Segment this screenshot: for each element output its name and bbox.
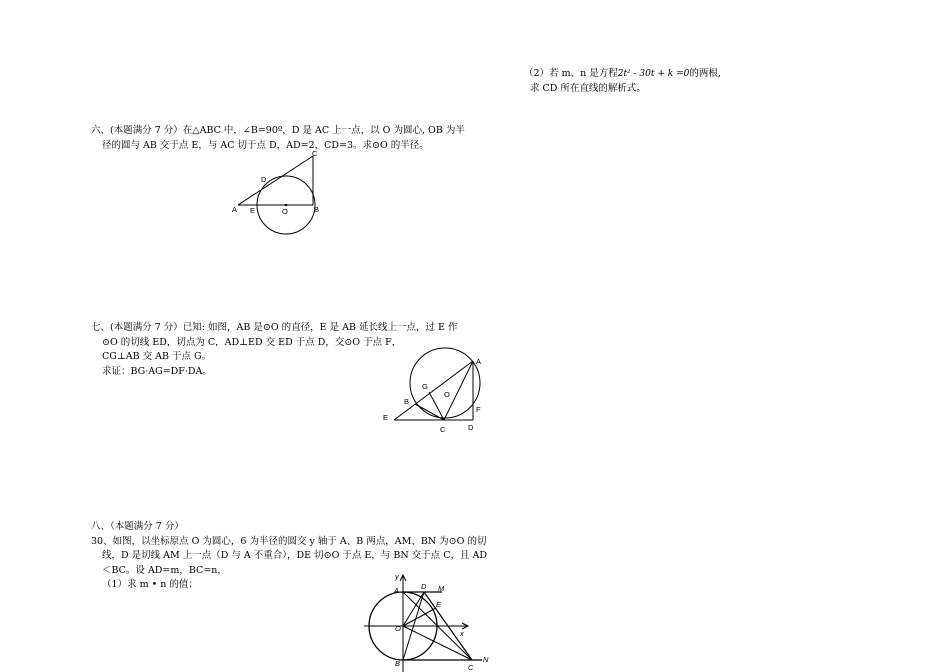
q7-label-e: E — [383, 413, 389, 422]
question-6 — [91, 124, 465, 153]
q6-label-c: C — [312, 149, 318, 158]
q7-label-o: O — [444, 390, 450, 399]
q8-line-oe — [403, 608, 436, 626]
q7-figure — [378, 343, 488, 438]
q8-line3: ＜BC。设 AD=m，BC=n， — [102, 564, 227, 576]
q7-line-eb-a — [394, 361, 473, 420]
q7-label-b: B — [404, 397, 410, 406]
q6-line1: 六、(本题满分 7 分）在△ABC 中，∠B=90º，D 是 AC 上一点，以 O 为圆心, OB 为半 — [91, 125, 465, 136]
q6-label-a: A — [232, 205, 238, 214]
q8-label-o: O — [395, 624, 401, 633]
q8-label-d: D — [421, 582, 427, 591]
q7-line3: CG⊥AB 交 AB 于点 G。 — [102, 351, 212, 362]
q8-label-b: B — [395, 659, 401, 668]
question-8-part-2 — [524, 67, 721, 96]
part2-line2: 求 CD 所在直线的解析式。 — [530, 82, 646, 94]
q7-label-a: A — [476, 357, 482, 366]
quadratic-equation: 2t² - 30t + k =0 — [617, 69, 690, 79]
q8-label-e: E — [436, 600, 442, 609]
q7-label-d: D — [468, 423, 474, 432]
q8-line4: （1）求 m • n 的值； — [102, 579, 198, 590]
q7-line4: 求证：BG·AG=DF·DA。 — [102, 365, 212, 377]
q7-label-c: C — [440, 425, 446, 434]
q7-line1: 七、(本题满分 7 分）已知: 如图，AB 是⊙O 的直径，E 是 AB 延长线上一点，过 E 作 — [91, 322, 458, 333]
q8-label-c: C — [468, 663, 474, 672]
part2-prefix: （2）若 m、n 是方程 — [524, 68, 618, 79]
q8-header: 八、（本题满分 7 分） — [91, 521, 184, 532]
q8-figure — [362, 568, 497, 672]
q8-label-x: x — [460, 629, 464, 638]
q8-label-n: N — [483, 655, 489, 664]
q6-line2: 径的圆与 AB 交于点 E，与 AC 切于点 D，AD=2，CD=3。求⊙O 的半径。 — [102, 139, 429, 151]
part2-suffix: 的两根, — [689, 68, 721, 79]
q6-label-o: O — [282, 207, 288, 216]
q8-line2: 线，D 是切线 AM 上一点（D 与 A 不重合），DE 切⊙O 于点 E，与 BN 交于点 C，且 AD — [102, 550, 487, 561]
q7-line2: ⊙O 的切线 ED，切点为 C，AD⊥ED 交 ED 于点 D，交⊙O 于点 F， — [102, 336, 402, 348]
q8-label-m: M — [438, 584, 445, 593]
q8-line1: 30、如图，以坐标原点 O 为圆心，6 为半径的圆交 y 轴于 A、B 两点，AM、BN 为⊙O 的切 — [91, 535, 487, 547]
q8-label-a: A — [394, 586, 400, 595]
q6-label-d: D — [261, 175, 267, 184]
q6-label-b: B — [314, 205, 320, 214]
q8-label-y: y — [395, 572, 399, 581]
q7-label-f: F — [476, 405, 481, 414]
q6-figure — [228, 150, 328, 240]
q7-label-g: G — [422, 382, 428, 391]
q6-center-dot — [285, 204, 287, 206]
q6-label-e: E — [250, 206, 256, 215]
